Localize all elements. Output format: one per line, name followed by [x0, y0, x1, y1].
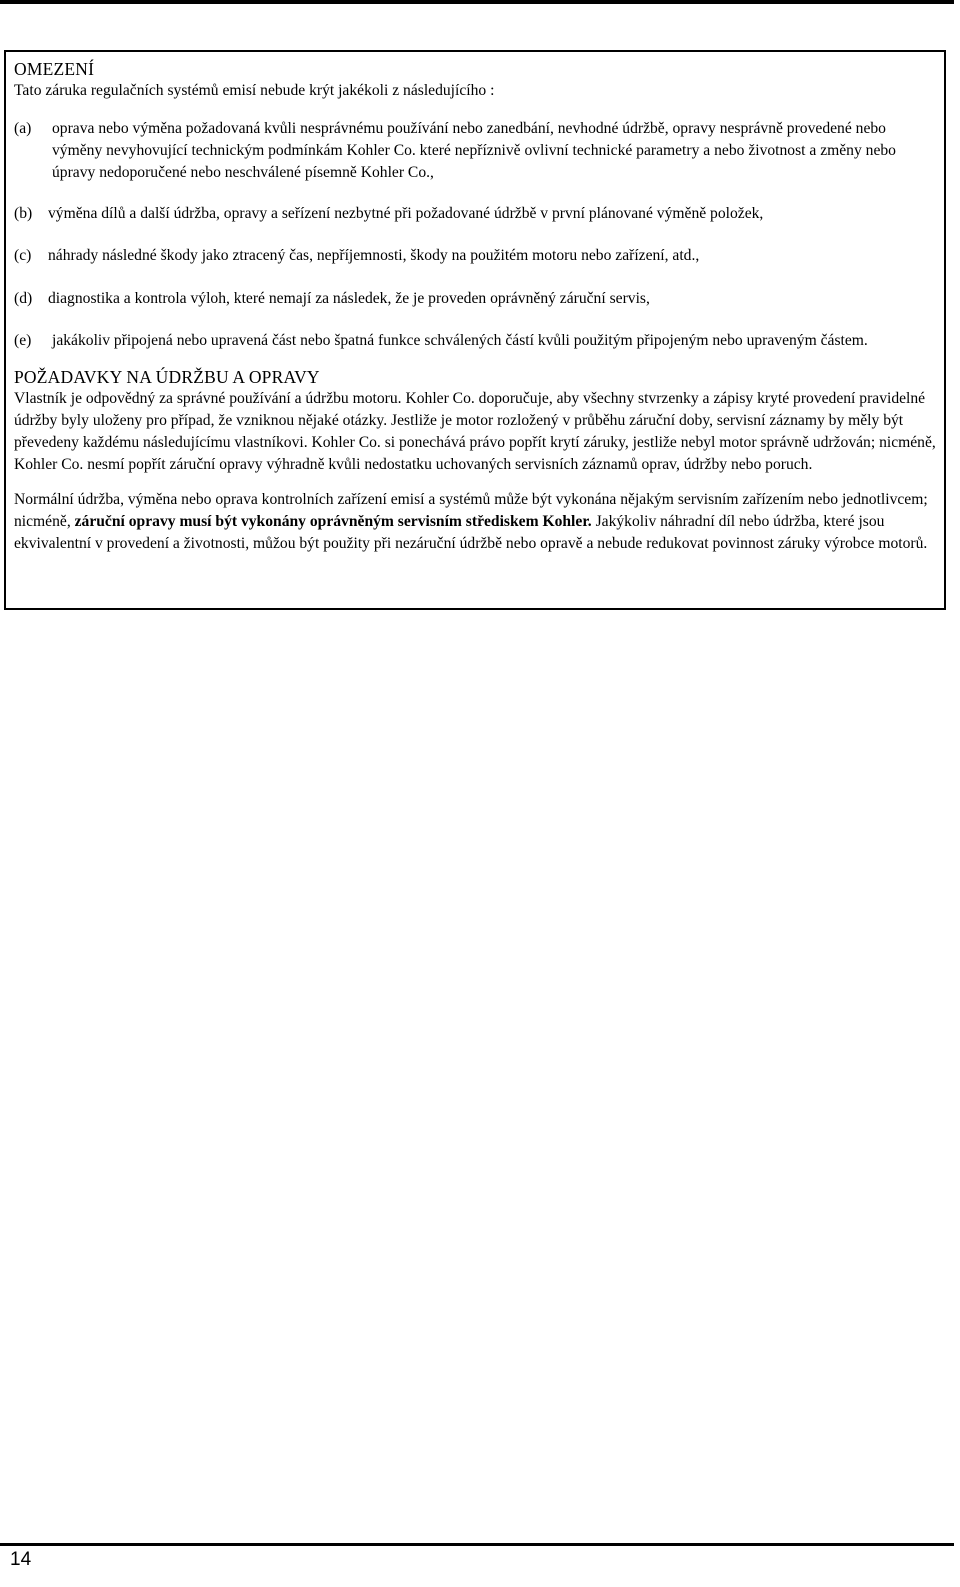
paragraph-2-start: Normální údržba, výměna nebo oprava kontrolních zařízení emisí a systémů může být vykonána nějakým servisním zařízením nebo jednotlivcem; nicméně, [14, 491, 928, 530]
list-item-label: (e) [14, 332, 32, 349]
list-item-text: diagnostika a kontrola výloh, které nemají za následek, že je proveden oprávněný záruční servis, [48, 290, 650, 307]
list-item-d [14, 288, 936, 310]
top-rule [0, 0, 954, 4]
list-item-label: (d) [14, 290, 33, 307]
maintenance-paragraph-1: Vlastník je odpovědný za správné používání a údržbu motoru. Kohler Co. doporučuje, aby všechny stvrzenky a zápisy kryté provedení pravidelné údržby byly uloženy pro případ, že vzniknou nějaké otázky. Jestliže je motor rozložený v průběhu záruční doby, servisní záznamy by měly být převedeny každému následujícímu vlastníkovi. Kohler Co. si ponechává právo popřít krytí záruky, jestliže nebyl motor správně udržován; nicméně, Kohler Co. nesmí popřít záruční opravy výhradně kvůli nedostatku uchovaných servisních záznamů oprav, údržby nebo poruch. [14, 390, 936, 473]
list-item-text: oprava nebo výměna požadovaná kvůli nesprávnému používání nebo zanedbání, nevhodné údržbě, opravy nesprávně provedené nebo výměny nevyhovující technickým podmínkám Kohler Co. které nepříznivě ovlivní technické parametry a nebo životnost a změny nebo úpravy nedoporučené nebo neschválené písemně Kohler Co., [52, 120, 896, 181]
list-item-text: jakákoliv připojená nebo upravená část nebo špatná funkce schválených částí kvůli použitým připojeným nebo upraveným částem. [52, 332, 868, 349]
limits-heading: OMEZENÍ [14, 59, 95, 79]
list-item-text: náhrady následné škody jako ztracený čas, nepříjemnosti, škody na použitém motoru nebo zařízení, atd., [48, 247, 700, 264]
maintenance-heading: POŽADAVKY NA ÚDRŽBU A OPRAVY [14, 367, 320, 387]
list-item-e [14, 330, 936, 352]
page-number: 14 [10, 1549, 32, 1570]
list-item-label: (a) [14, 120, 32, 137]
bottom-rule [0, 1543, 954, 1546]
list-item-c [14, 245, 936, 267]
maintenance-paragraph-2 [14, 489, 936, 555]
list-item-b [14, 203, 936, 225]
list-item-text: výměna dílů a další údržba, opravy a seřízení nezbytné při požadované údržbě v první plánované výměně položek, [48, 205, 764, 222]
warranty-box [4, 50, 946, 610]
paragraph-2-end: Jakýkoliv náhradní díl nebo údržba, které jsou ekvivalentní v provedení a životnosti, můžou být použity při nezáruční údržbě nebo opravě a nebude redukovat povinnost záruky výrobce motorů. [14, 513, 928, 552]
limits-intro: Tato záruka regulačních systémů emisí nebude krýt jakékoli z následujícího : [14, 82, 495, 99]
list-item-label: (c) [14, 247, 32, 264]
paragraph-2-bold: záruční opravy musí být vykonány oprávněným servisním střediskem Kohler. [74, 513, 592, 530]
list-item-a [14, 118, 936, 184]
list-item-label: (b) [14, 205, 33, 222]
